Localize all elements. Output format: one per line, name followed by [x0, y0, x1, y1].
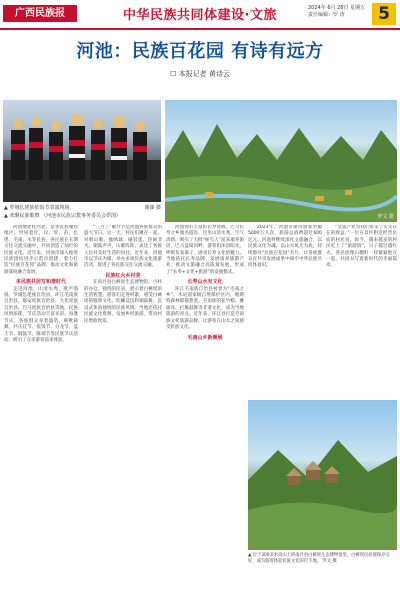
publication-date: 2024年 6月 28日 星期五	[308, 5, 366, 11]
masthead	[0, 0, 400, 30]
photo-caption-performers-2	[4, 213, 161, 220]
caption-square-icon-3: ▲	[248, 553, 252, 558]
caption-square-icon-2: ▲	[4, 213, 8, 219]
photo-caption-performers	[4, 205, 161, 212]
subhead-3: 长寿山水有文化	[187, 279, 223, 286]
paragraph: 河池拥有丰富的长寿资源，巴马长寿之乡闻名遐迩。这里山清水秀，空气清新，吸引了大批“候鸟人”前来康养旅居。巴马盘阳河畔，游客们沐浴阳光、呼吸负氧离子，感受长寿文化的魅力。当地依托长寿品牌，发展康养旅游产业，推动文旅融合高质量发展，形成了“长寿+文化+旅游”的发展模式。	[166, 225, 244, 275]
photo-caption-village	[248, 553, 397, 565]
photo-karst-landscape	[165, 100, 397, 222]
paragraph: 在南丹县白裤瑶生态博物馆，古朴的谷仓、独特的民居，展示着白裤瑶的生活智慧。游客们走进村寨，感受白裤瑶的服饰文化、陀螺竞技和铜鼓舞，沉浸式体验独特的民族风情。当地还依托民族文化资源，发展乡村旅游，带动村民增收致富。	[84, 280, 162, 324]
section-title: 中华民族共同体建设·文旅	[123, 8, 277, 23]
photo-ethnic-performers	[3, 100, 161, 202]
article-column-1	[4, 225, 78, 585]
article-headline: 河池：民族百花园 有诗有远方	[76, 41, 324, 62]
photo-mountain-village	[248, 400, 397, 550]
article-column-5	[326, 225, 397, 397]
page-number-badge: 5	[372, 3, 396, 25]
karst-illustration	[165, 100, 397, 222]
photo-credit-2: （河池市民族宗教事务委员会供图）	[41, 213, 122, 219]
subhead-2: 民族红火乡村美	[105, 272, 141, 279]
paper-name: 广西民族报	[3, 5, 77, 22]
performers-illustration	[3, 100, 161, 202]
article-column-4	[248, 225, 322, 397]
paragraph: 走进河池，山清水秀，歌声悠扬。罗城仫佬族自治县、环江毛南族自治县、都安瑶族自治县、大化瑶族自治县、巴马瑶族自治县等地，民族风情浓郁，节庆活动丰富多彩。每逢节庆，各族群众身着盛装，载歌载舞，共庆佳节。依饭节、分龙节、盘王节、铜鼓节、陇端节等民族节庆活动，吸引了众多游客前来体验。	[4, 286, 78, 343]
caption-text-2: 欢聚民族歌舞	[9, 213, 42, 219]
paragraph: 2023年，河池市接待游客突破5000万人次，旅游总消费超过600亿元。河池将继续深化文旅融合，以民族文化为魂，以山水风光为底，持续擦亮“民族百花园”名片，让各族群众在共享发展成果中铸牢中华民族共同体意识。	[248, 225, 322, 269]
article-column-3	[166, 225, 244, 585]
article-byline: ☐ 本报记者 黄诗云	[170, 70, 230, 78]
photo-credit-village: 罗文 摄	[322, 558, 337, 564]
paragraph: 环江毛南族自治县被誉为“毛南之乡”。木论国家级自然保护区内，喀斯特森林郁郁葱葱。毛南族的花竹帽、傩面具、打猴鼓舞等非遗文化，成为当地旅游的亮点。近年来，环江县打造毛南族文化旅游品牌，让游客在山水之间感受民族文化。	[166, 286, 244, 331]
paragraph: “三月三”歌圩节是河池各族群众的盛大节日。这一天，村民们聚在一起，对唱山歌，抛绣球，碰彩蛋，热闹非凡。铜鼓声声，山歌阵阵，表达了各族人民对美好生活的向往。近年来，河池市以节庆为媒，举办多项民族文化旅游活动，促进了各民族交往交流交融。	[84, 225, 162, 269]
paragraph: “文旅产业为我们带来了实实在在的收益。”一位在景区附近经营民宿的村民说。如今，越来越多的村民吃上了“旅游饭”，日子越过越红火。各民族像石榴籽一样紧紧抱在一起，共同书写着新时代的幸福篇章。	[326, 225, 397, 269]
caption-text-3: 位于300多米高山上的南丹县白裤瑶生态博物馆里，白裤瑶民居群保存完好，成为游客体验民族文化的打卡地。	[248, 553, 390, 564]
caption-text: 罗城仫佬族依饭节表演现场。	[9, 205, 75, 211]
date-info	[308, 5, 365, 19]
caption-square-icon: ▲	[4, 205, 8, 211]
village-illustration	[248, 400, 397, 550]
photo-credit: 谢湖 摄	[144, 205, 161, 211]
paragraph: 河池地处桂西北，是多民族聚居地区，世居着壮、汉、瑶、苗、仫佬、毛南、水等民族，各民族在长期交往交流交融中，共同创造了灿烂的民族文化。近年来，河池市深入推进民族团结进步示范市创建，着力打造“民族百花园”品牌，推动文化和旅游深度融合发展。	[4, 225, 78, 275]
editor-line: 责任编辑：罗 涛	[308, 12, 345, 18]
article-column-2	[84, 225, 162, 585]
photo-credit-landscape: 罗文 摄	[377, 214, 394, 220]
subhead-4: 毛南山乡新颜展	[187, 334, 223, 341]
subhead-1: 多民族共居写和谐时代	[15, 279, 66, 286]
